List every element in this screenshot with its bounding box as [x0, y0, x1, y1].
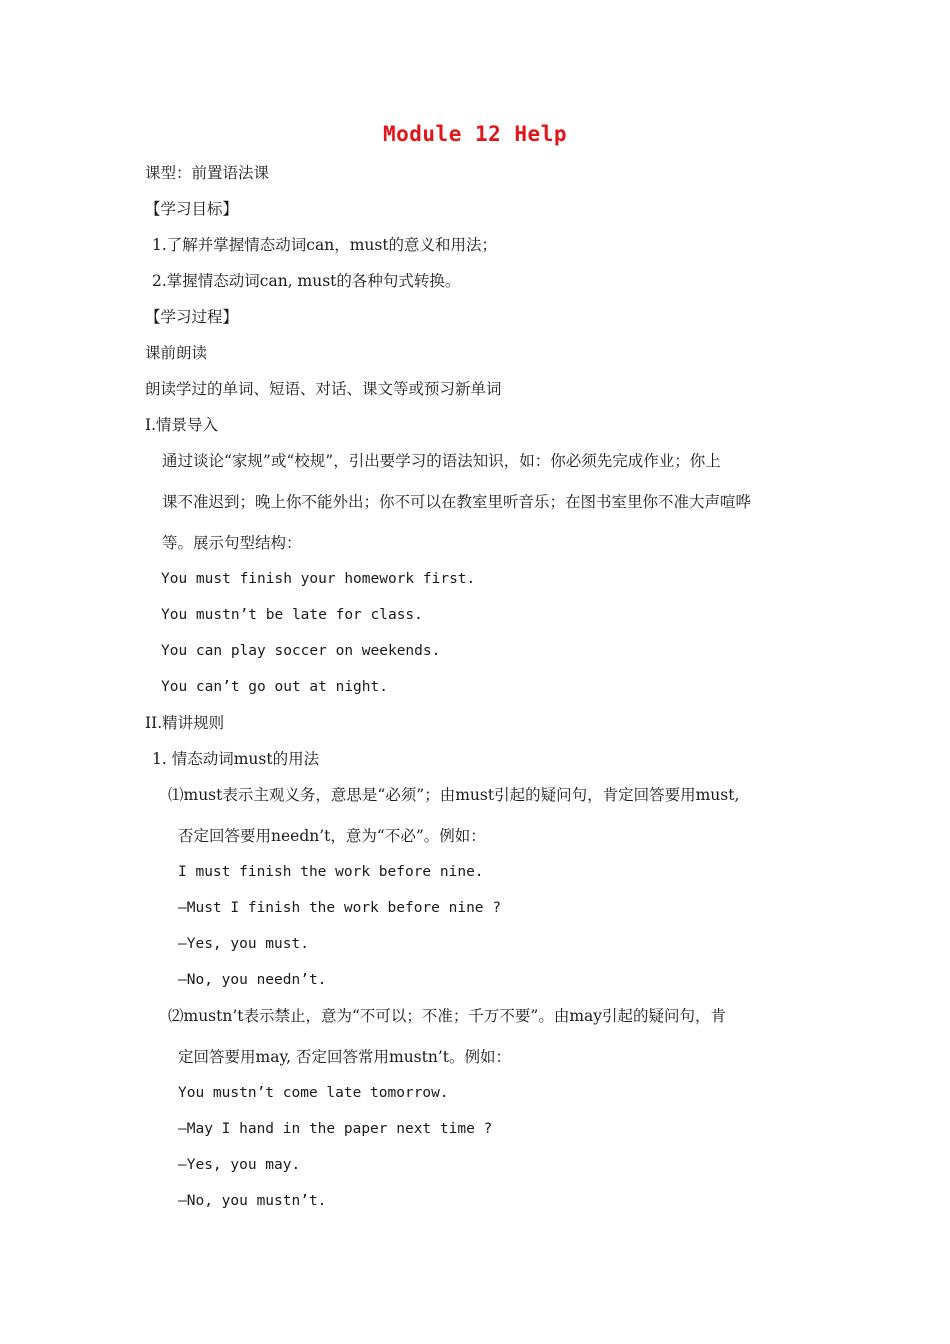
example-sentence: —Yes, you may. [178, 1157, 301, 1173]
example-sentence: —May I hand in the paper next time ? [178, 1121, 493, 1137]
section-heading: II.精讲规则 [145, 714, 225, 732]
objective-item: 2.掌握情态动词can, must的各种句式转换。 [152, 272, 461, 290]
example-sentence: —Must I finish the work before nine ? [178, 900, 502, 916]
preview-text: 朗读学过的单词、短语、对话、课文等或预习新单词 [145, 380, 502, 398]
example-sentence: —Yes, you must. [178, 936, 309, 952]
process-heading: 【学习过程】 [145, 308, 239, 326]
lesson-type: 课型：前置语法课 [145, 164, 270, 182]
example-sentence: You can’t go out at night. [161, 679, 388, 695]
section-heading: I.情景导入 [145, 416, 219, 434]
rule-heading: 1. 情态动词must的用法 [152, 750, 320, 768]
document-title: Module 12 Help [382, 122, 567, 146]
example-sentence: You mustn’t come late tomorrow. [178, 1085, 449, 1101]
objectives-heading: 【学习目标】 [145, 200, 239, 218]
paragraph-line: 定回答要用may, 否定回答常用mustn’t。例如： [178, 1048, 511, 1066]
example-sentence: You must finish your homework first. [161, 571, 476, 587]
paragraph-line: 通过谈论“家规”或“校规”，引出要学习的语法知识，如：你必须先完成作业；你上 [162, 452, 721, 470]
paragraph-line: ⑵mustn’t表示禁止，意为“不可以；不准；千万不要”。由may引起的疑问句，肯 [168, 1007, 727, 1025]
paragraph-line: 课不准迟到；晚上你不能外出；你不可以在教室里听音乐；在图书室里你不准大声喧哗 [162, 493, 752, 511]
preview-heading: 课前朗读 [145, 344, 208, 362]
paragraph-line: 等。展示句型结构： [162, 534, 302, 552]
example-sentence: You can play soccer on weekends. [161, 643, 441, 659]
paragraph-line: 否定回答要用needn’t，意为“不必”。例如： [178, 827, 486, 845]
paragraph-line: ⑴must表示主观义务，意思是“必须”；由must引起的疑问句，肯定回答要用must, [168, 786, 740, 804]
example-sentence: You mustn’t be late for class. [161, 607, 423, 623]
objective-item: 1.了解并掌握情态动词can，must的意义和用法； [152, 236, 498, 254]
example-sentence: I must finish the work before nine. [178, 864, 484, 880]
example-sentence: —No, you needn’t. [178, 972, 327, 988]
example-sentence: —No, you mustn’t. [178, 1193, 327, 1209]
